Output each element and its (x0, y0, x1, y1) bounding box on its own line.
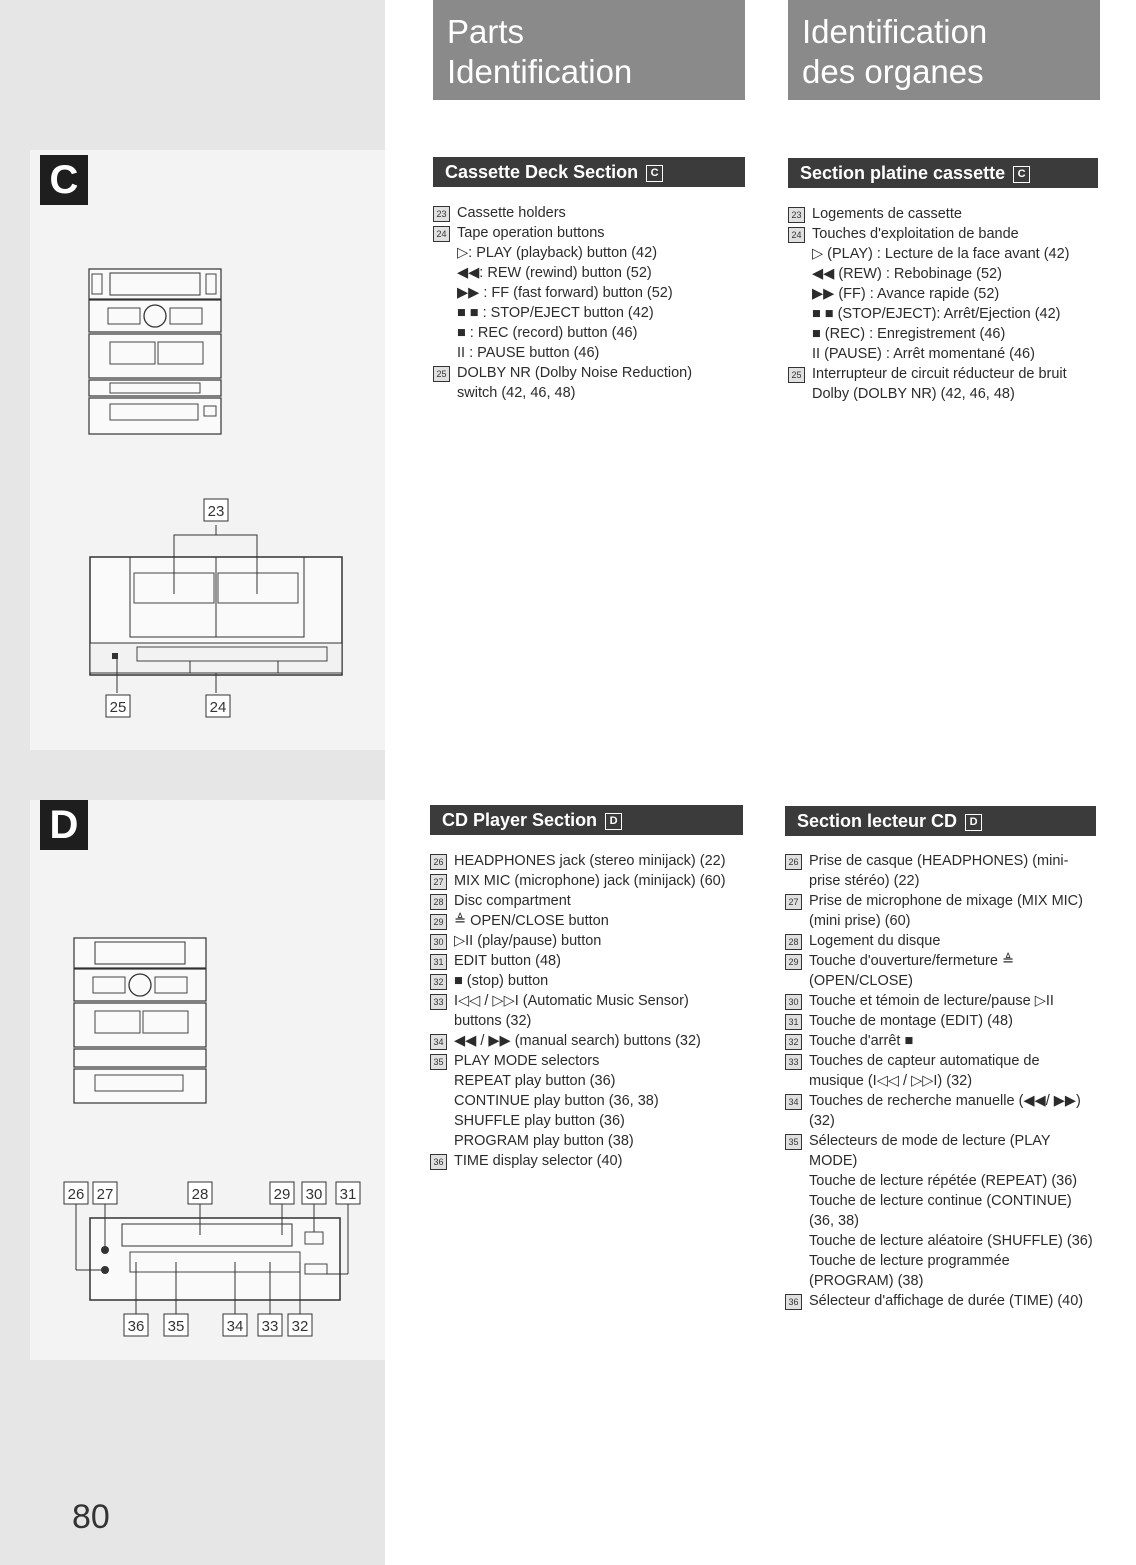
item-number-badge: 31 (430, 954, 447, 970)
header-english (433, 0, 745, 100)
list-item-text: Touche de lecture répétée (REPEAT) (36) (809, 1173, 1078, 1189)
list-item (785, 1031, 1096, 1051)
list-item (788, 204, 1098, 224)
item-number-badge: 34 (430, 1034, 447, 1050)
item-number-badge: 32 (785, 1034, 802, 1050)
list-item-text: ◀◀ / ▶▶ (manual search) buttons (32) (454, 1033, 701, 1049)
list-item-text: PLAY MODE selectors (454, 1053, 600, 1069)
list-item (785, 1231, 1096, 1251)
header-english-line1: Parts (447, 13, 525, 50)
list-item-text: ■ (REC) : Enregistrement (46) (812, 326, 1006, 342)
list-item-text: Touche de lecture programmée (PROGRAM) (38) (809, 1253, 1010, 1289)
item-number-badge: 25 (433, 366, 450, 382)
list-item-text: Touche d'arrêt ■ (809, 1033, 914, 1049)
item-number-badge: 29 (430, 914, 447, 930)
list-item-text: ▷: PLAY (playback) button (42) (457, 245, 658, 261)
stereo-unit-diagram-d (73, 937, 208, 1105)
header-french-line1: Identification (802, 13, 988, 50)
item-number-badge: 28 (430, 894, 447, 910)
list-item (430, 1051, 730, 1071)
item-number-badge: 27 (430, 874, 447, 890)
list-item (430, 971, 730, 991)
list-item-text: DOLBY NR (Dolby Noise Reduction) switch (42, 46, 48) (457, 365, 693, 401)
list-item-text: Touche de lecture aléatoire (SHUFFLE) (36) (809, 1233, 1093, 1249)
list-item-text: ≜ OPEN/CLOSE button (454, 913, 609, 929)
list-item (430, 1131, 730, 1151)
list-item-text: Touches de recherche manuelle (◀◀/ ▶▶) (32) (809, 1093, 1081, 1129)
list-item (433, 303, 733, 323)
diagram-label-32: 32 (291, 1318, 309, 1335)
list-item (785, 931, 1096, 951)
diagram-label-33: 33 (261, 1318, 279, 1335)
diagram-label-25: 25 (109, 699, 127, 716)
list-item (430, 911, 730, 931)
list-item (430, 1071, 730, 1091)
header-french-line2: des organes (802, 53, 984, 90)
list-item (788, 324, 1098, 344)
cassette-deck-diagram (82, 495, 352, 720)
stereo-unit-diagram-c (88, 268, 223, 438)
list-item-text: Touche de lecture continue (CONTINUE) (36, 38) (809, 1193, 1072, 1229)
list-item-text: Touches de capteur automatique de musique (I◁◁ / ▷▷I) (32) (809, 1053, 1040, 1089)
section-c-french-list (788, 204, 1098, 404)
diagram-label-29: 29 (273, 1186, 291, 1203)
list-item (430, 1091, 730, 1111)
list-item-text: ▷ (PLAY) : Lecture de la face avant (42) (812, 246, 1070, 262)
cd-player-diagram (60, 1180, 370, 1350)
section-d-english-badge: D (605, 813, 622, 830)
list-item (788, 264, 1098, 284)
list-item (785, 1051, 1096, 1091)
list-item (430, 1031, 730, 1051)
list-item-text: ▶▶ : FF (fast forward) button (52) (457, 285, 673, 301)
list-item (785, 1131, 1096, 1171)
list-item-text: TIME display selector (40) (454, 1153, 623, 1169)
list-item-text: Disc compartment (454, 893, 571, 909)
diagram-label-27: 27 (96, 1186, 114, 1203)
list-item-text: ■ : REC (record) button (46) (457, 325, 638, 341)
item-number-badge: 33 (430, 994, 447, 1010)
section-c-english-badge: C (646, 165, 663, 182)
diagram-label-23: 23 (207, 503, 225, 520)
list-item-text: Prise de casque (HEADPHONES) (mini-prise stéréo) (22) (809, 853, 1069, 889)
item-number-badge: 23 (433, 206, 450, 222)
section-d-english-title (430, 805, 743, 835)
list-item-text: ◀◀ (REW) : Rebobinage (52) (812, 266, 1002, 282)
item-number-badge: 33 (785, 1054, 802, 1070)
list-item (785, 1091, 1096, 1131)
item-number-badge: 31 (785, 1014, 802, 1030)
section-c-badge: C (40, 155, 88, 205)
list-item-text: Logement du disque (809, 933, 941, 949)
list-item (788, 364, 1098, 404)
section-c-english-title-text: Cassette Deck Section (445, 162, 639, 182)
list-item-text: PROGRAM play button (38) (454, 1133, 634, 1149)
section-d-french-list (785, 851, 1096, 1311)
item-number-badge: 35 (430, 1054, 447, 1070)
diagram-label-30: 30 (305, 1186, 323, 1203)
list-item (433, 263, 733, 283)
list-item-text: ▶▶ (FF) : Avance rapide (52) (812, 286, 1000, 302)
list-item-text: II : PAUSE button (46) (457, 345, 600, 361)
list-item (430, 991, 730, 1031)
list-item (433, 343, 733, 363)
list-item-text: ◀◀: REW (rewind) button (52) (457, 265, 652, 281)
list-item-text: ▷II (play/pause) button (454, 933, 602, 949)
list-item (785, 851, 1096, 891)
list-item (430, 931, 730, 951)
list-item-text: Tape operation buttons (457, 225, 605, 241)
section-c-french-title (788, 158, 1098, 188)
item-number-badge: 34 (785, 1094, 802, 1110)
list-item-text: Touches d'exploitation de bande (812, 226, 1019, 242)
list-item-text: REPEAT play button (36) (454, 1073, 616, 1089)
item-number-badge: 24 (433, 226, 450, 242)
item-number-badge: 23 (788, 207, 805, 223)
diagram-label-36: 36 (127, 1318, 145, 1335)
list-item (430, 951, 730, 971)
list-item (788, 304, 1098, 324)
list-item (788, 244, 1098, 264)
item-number-badge: 26 (785, 854, 802, 870)
item-number-badge: 36 (785, 1294, 802, 1310)
section-d-badge: D (40, 800, 88, 850)
item-number-badge: 29 (785, 954, 802, 970)
diagram-label-35: 35 (167, 1318, 185, 1335)
list-item (788, 344, 1098, 364)
section-d-french-title-text: Section lecteur CD (797, 811, 958, 831)
list-item-text: MIX MIC (microphone) jack (minijack) (60) (454, 873, 726, 889)
list-item-text: ■ ■ : STOP/EJECT button (42) (457, 305, 654, 321)
diagram-label-26: 26 (67, 1186, 85, 1203)
list-item (430, 891, 730, 911)
list-item (433, 243, 733, 263)
list-item (433, 203, 733, 223)
section-c-french-title-text: Section platine cassette (800, 163, 1006, 183)
list-item (785, 1011, 1096, 1031)
item-number-badge: 35 (785, 1134, 802, 1150)
section-c-french-badge: C (1013, 166, 1030, 183)
list-item-text: CONTINUE play button (36, 38) (454, 1093, 659, 1109)
list-item-text: I◁◁ / ▷▷I (Automatic Music Sensor) buttons (32) (454, 993, 689, 1029)
list-item-text: II (PAUSE) : Arrêt momentané (46) (812, 346, 1035, 362)
item-number-badge: 25 (788, 367, 805, 383)
diagram-label-24: 24 (209, 699, 227, 716)
header-english-line2: Identification (447, 53, 633, 90)
diagram-label-34: 34 (226, 1318, 244, 1335)
list-item (430, 1111, 730, 1131)
list-item-text: Cassette holders (457, 205, 566, 221)
list-item (788, 284, 1098, 304)
list-item (433, 323, 733, 343)
list-item (433, 223, 733, 243)
section-d-english-list (430, 851, 730, 1171)
item-number-badge: 27 (785, 894, 802, 910)
item-number-badge: 30 (430, 934, 447, 950)
list-item-text: Prise de microphone de mixage (MIX MIC) (mini prise) (60) (809, 893, 1083, 929)
list-item-text: Interrupteur de circuit réducteur de bruit Dolby (DOLBY NR) (42, 46, 48) (812, 366, 1067, 402)
item-number-badge: 28 (785, 934, 802, 950)
list-item-text: Touche de montage (EDIT) (48) (809, 1013, 1013, 1029)
list-item (785, 1191, 1096, 1231)
item-number-badge: 32 (430, 974, 447, 990)
list-item (785, 1171, 1096, 1191)
list-item-text: SHUFFLE play button (36) (454, 1113, 625, 1129)
header-french (788, 0, 1100, 100)
list-item (433, 283, 733, 303)
list-item-text: ■ (stop) button (454, 973, 549, 989)
item-number-badge: 26 (430, 854, 447, 870)
section-c-english-list (433, 203, 733, 403)
list-item (785, 1251, 1096, 1291)
list-item-text: EDIT button (48) (454, 953, 561, 969)
list-item-text: Touche d'ouverture/fermeture ≜ (OPEN/CLOSE) (809, 953, 1015, 989)
list-item-text: ■ ■ (STOP/EJECT): Arrêt/Ejection (42) (812, 306, 1061, 322)
list-item (785, 951, 1096, 991)
list-item (785, 991, 1096, 1011)
list-item (430, 1151, 730, 1171)
diagram-label-31: 31 (339, 1186, 357, 1203)
diagram-label-28: 28 (191, 1186, 209, 1203)
list-item (430, 871, 730, 891)
section-d-english-title-text: CD Player Section (442, 810, 598, 830)
page-number: 80 (72, 1498, 110, 1536)
section-c-english-title (433, 157, 745, 187)
section-d-french-title (785, 806, 1096, 836)
list-item (433, 363, 733, 403)
list-item (788, 224, 1098, 244)
list-item-text: HEADPHONES jack (stereo minijack) (22) (454, 853, 726, 869)
item-number-badge: 24 (788, 227, 805, 243)
list-item (785, 1291, 1096, 1311)
list-item-text: Sélecteurs de mode de lecture (PLAY MODE) (809, 1133, 1051, 1169)
list-item (430, 851, 730, 871)
list-item-text: Logements de cassette (812, 206, 962, 222)
item-number-badge: 30 (785, 994, 802, 1010)
list-item-text: Touche et témoin de lecture/pause ▷II (809, 993, 1054, 1009)
section-d-french-badge: D (965, 814, 982, 831)
list-item (785, 891, 1096, 931)
item-number-badge: 36 (430, 1154, 447, 1170)
list-item-text: Sélecteur d'affichage de durée (TIME) (40) (809, 1293, 1084, 1309)
